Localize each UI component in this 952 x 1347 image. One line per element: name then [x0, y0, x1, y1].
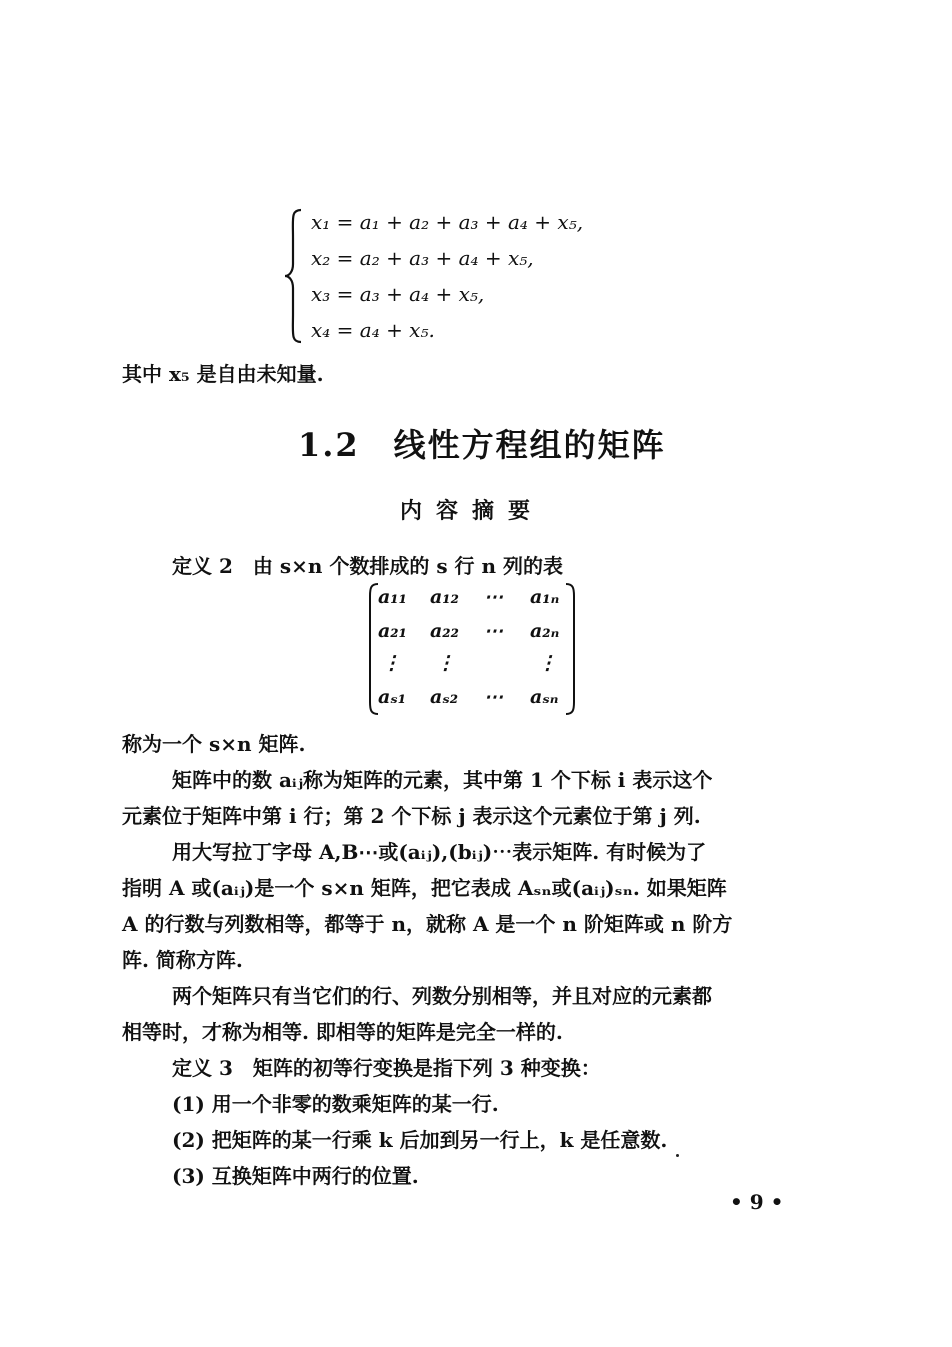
list-item-2: (2) 把矩阵的某一行乘 k 后加到另一行上，k 是任意数.: [172, 1128, 668, 1152]
paragraph-3-line-2: 相等时，才称为相等. 即相等的矩阵是完全一样的.: [122, 1020, 563, 1044]
equation-line-2: x₂ = a₂ + a₃ + a₄ + x₅,: [311, 246, 534, 270]
matrix-cell: a₁₁: [378, 586, 407, 608]
matrix-cell: ⋮: [436, 652, 455, 674]
equation-system: [283, 208, 663, 348]
section-title: 1.2 线性方程组的矩阵: [298, 426, 666, 464]
stray-dot: [676, 1154, 679, 1157]
equation-line-1: x₁ = a₁ + a₂ + a₃ + a₄ + x₅,: [311, 210, 584, 234]
equation-line-3: x₃ = a₃ + a₄ + x₅,: [311, 282, 485, 306]
summary-title: 内容摘要: [400, 498, 545, 524]
matrix-cell: ⋯: [484, 620, 503, 642]
matrix-cell: ⋮: [538, 652, 557, 674]
paragraph-3-line-1: 两个矩阵只有当它们的行、列数分别相等，并且对应的元素都: [172, 984, 712, 1008]
matrix-cell: a₂₂: [430, 620, 459, 642]
matrix-cell: a₁ₙ: [530, 586, 560, 608]
list-item-1: (1) 用一个非零的数乘矩阵的某一行.: [172, 1092, 499, 1116]
left-brace: [283, 208, 305, 344]
matrix-cell: aₛ₁: [378, 686, 407, 708]
paragraph-2-line-2: 指明 A 或(aᵢⱼ)是一个 s×n 矩阵，把它表成 Aₛₙ或(aᵢⱼ)ₛₙ. 如果矩阵: [122, 876, 727, 900]
free-variable-note: 其中 x₅ 是自由未知量.: [122, 362, 324, 386]
matrix-cell: a₂₁: [378, 620, 407, 642]
matrix-cell: a₂ₙ: [530, 620, 560, 642]
definition-2: 定义 2 由 s×n 个数排成的 s 行 n 列的表: [172, 554, 564, 578]
list-item-3: (3) 互换矩阵中两行的位置.: [172, 1164, 419, 1188]
paragraph-1-line-2: 元素位于矩阵中第 i 行；第 2 个下标 j 表示这个元素位于第 j 列.: [122, 804, 701, 828]
matrix-cell: ⋮: [382, 652, 401, 674]
matrix-cell: ⋯: [484, 686, 503, 708]
paragraph-2-line-1: 用大写拉丁字母 A,B⋯或(aᵢⱼ),(bᵢⱼ)⋯表示矩阵. 有时候为了: [172, 840, 707, 864]
matrix-cell: ⋯: [484, 586, 503, 608]
matrix-cell: a₁₂: [430, 586, 459, 608]
paragraph-2-line-3: A 的行数与列数相等，都等于 n，就称 A 是一个 n 阶矩阵或 n 阶方: [122, 912, 733, 936]
matrix-cell: aₛₙ: [530, 686, 559, 708]
paragraph-2-line-4: 阵. 简称方阵.: [122, 948, 243, 972]
paragraph-1-line-1: 矩阵中的数 aᵢⱼ称为矩阵的元素，其中第 1 个下标 i 表示这个: [172, 768, 713, 792]
matrix-definition-text: 称为一个 s×n 矩阵.: [122, 732, 306, 756]
page-number: • 9 •: [730, 1190, 784, 1214]
definition-3: 定义 3 矩阵的初等行变换是指下列 3 种变换：: [172, 1056, 601, 1080]
equation-line-4: x₄ = a₄ + x₅.: [311, 318, 435, 342]
matrix-cell: aₛ₂: [430, 686, 459, 708]
matrix: [368, 582, 576, 716]
